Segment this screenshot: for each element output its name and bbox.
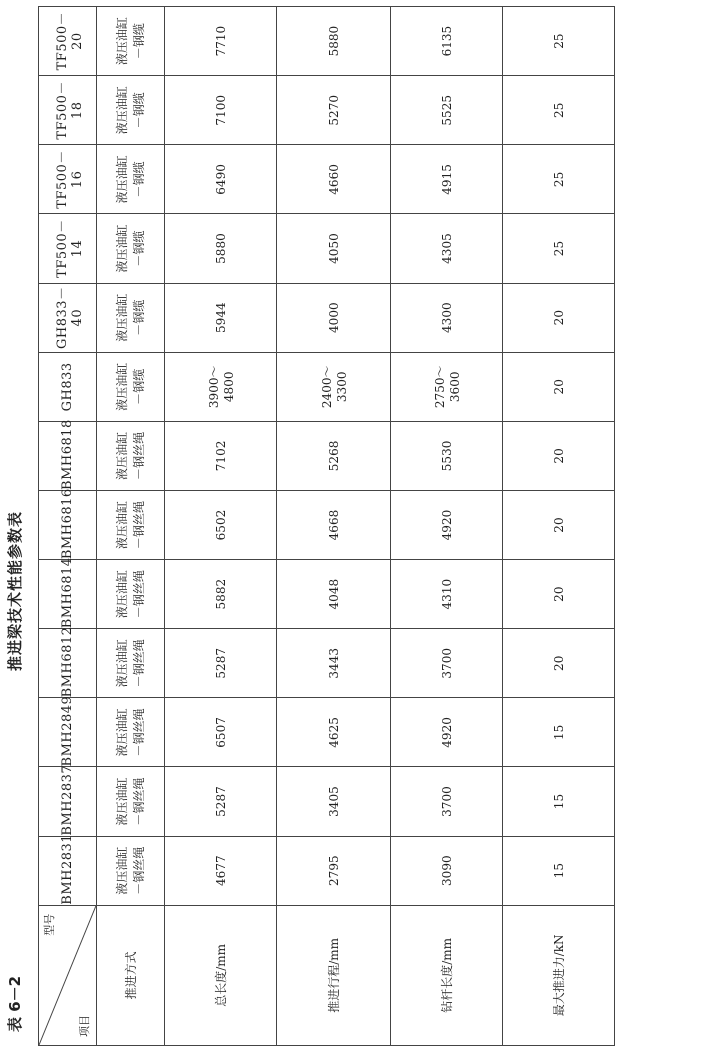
table-cell: 液压油缸 －钢缆: [97, 76, 165, 145]
table-cell: 7100: [165, 76, 277, 145]
table-cell: 4048: [277, 560, 391, 629]
table-cell: 20: [503, 283, 615, 352]
table-cell: 5287: [165, 767, 277, 836]
table-row-total-length: [165, 7, 277, 1046]
table-cell: 液压油缸 －钢缆: [97, 7, 165, 76]
model-header: GH833: [39, 352, 97, 421]
table-cell: 5882: [165, 560, 277, 629]
table-cell: 4310: [391, 560, 503, 629]
table-cell: 3700: [391, 767, 503, 836]
table-cell: 4050: [277, 214, 391, 283]
table-cell: 3405: [277, 767, 391, 836]
header-row: [39, 7, 97, 1046]
table-number: 表 6－2: [6, 975, 24, 1032]
table-cell: 液压油缸 －钢丝绳: [97, 629, 165, 698]
table-cell: 液压油缸 －钢丝绳: [97, 560, 165, 629]
model-header: TF500－14: [39, 214, 97, 283]
table-cell: 6507: [165, 698, 277, 767]
table-row-rod-length: [391, 7, 503, 1046]
row-label: 推进行程/mm: [277, 905, 391, 1045]
table-cell: 4000: [277, 283, 391, 352]
table-cell: 3090: [391, 836, 503, 905]
corner-model-label: 型号: [43, 913, 56, 936]
table-cell: 液压油缸 －钢丝绳: [97, 767, 165, 836]
table-cell: 2750～3600: [391, 352, 503, 421]
table-cell: 液压油缸 －钢丝绳: [97, 698, 165, 767]
table-cell: 20: [503, 629, 615, 698]
table-cell: 5525: [391, 76, 503, 145]
table-cell: 4920: [391, 698, 503, 767]
spec-table: [38, 6, 615, 1046]
row-label: 最大推进力/kN: [503, 905, 615, 1045]
table-cell: 20: [503, 490, 615, 559]
table-cell: 5944: [165, 283, 277, 352]
table-cell: 25: [503, 7, 615, 76]
table-cell: 4660: [277, 145, 391, 214]
table-cell: 液压油缸 －钢缆: [97, 352, 165, 421]
table-cell: 4305: [391, 214, 503, 283]
table-cell: 6135: [391, 7, 503, 76]
table-cell: 液压油缸 －钢缆: [97, 283, 165, 352]
table-row-propulsion-method: [97, 7, 165, 1046]
table-cell: 15: [503, 836, 615, 905]
table-cell: 5270: [277, 76, 391, 145]
table-cell: 4300: [391, 283, 503, 352]
model-header: BMH6812: [39, 629, 97, 698]
table-cell: 25: [503, 214, 615, 283]
table-cell: 4677: [165, 836, 277, 905]
table-cell: 2400～3300: [277, 352, 391, 421]
table-cell: 7102: [165, 421, 277, 490]
table-cell: 7710: [165, 7, 277, 76]
table-cell: 5530: [391, 421, 503, 490]
table-cell: 液压油缸 －钢丝绳: [97, 836, 165, 905]
model-header: TF500－20: [39, 7, 97, 76]
table-cell: 20: [503, 352, 615, 421]
table-cell: 液压油缸 －钢丝绳: [97, 421, 165, 490]
table-cell: 5268: [277, 421, 391, 490]
table-cell: 15: [503, 767, 615, 836]
table-row-max-thrust: [503, 7, 615, 1046]
table-cell: 液压油缸 －钢缆: [97, 214, 165, 283]
table-cell: 25: [503, 76, 615, 145]
table-cell: 液压油缸 －钢缆: [97, 145, 165, 214]
model-header: GH833－40: [39, 283, 97, 352]
table-cell: 6502: [165, 490, 277, 559]
corner-cell: [39, 905, 97, 1045]
model-header: BMH6818: [39, 421, 97, 490]
table-cell: 液压油缸 －钢丝绳: [97, 490, 165, 559]
table-cell: 3443: [277, 629, 391, 698]
row-label: 总长度/mm: [165, 905, 277, 1045]
row-label: 钻杆长度/mm: [391, 905, 503, 1045]
model-header: TF500－18: [39, 76, 97, 145]
table-cell: 20: [503, 421, 615, 490]
table-cell: 5880: [277, 7, 391, 76]
model-header: BMH6816: [39, 490, 97, 559]
model-header: BMH2849: [39, 698, 97, 767]
table-cell: 4920: [391, 490, 503, 559]
table-cell: 25: [503, 145, 615, 214]
model-header: BMH2837: [39, 767, 97, 836]
corner-item-label: 项目: [78, 1015, 91, 1037]
table-cell: 3900～4800: [165, 352, 277, 421]
table-cell: 4668: [277, 490, 391, 559]
table-cell: 4625: [277, 698, 391, 767]
table-cell: 5880: [165, 214, 277, 283]
table-cell: 5287: [165, 629, 277, 698]
table-row-stroke: [277, 7, 391, 1046]
model-header: BMH6814: [39, 560, 97, 629]
table-cell: 2795: [277, 836, 391, 905]
row-label: 推进方式: [97, 905, 165, 1045]
table-title: 推进梁技术性能参数表: [6, 511, 24, 672]
model-header: BMH2831: [39, 836, 97, 905]
table-cell: 20: [503, 560, 615, 629]
table-cell: 4915: [391, 145, 503, 214]
table-cell: 6490: [165, 145, 277, 214]
table-cell: 15: [503, 698, 615, 767]
table-cell: 3700: [391, 629, 503, 698]
model-header: TF500－16: [39, 145, 97, 214]
